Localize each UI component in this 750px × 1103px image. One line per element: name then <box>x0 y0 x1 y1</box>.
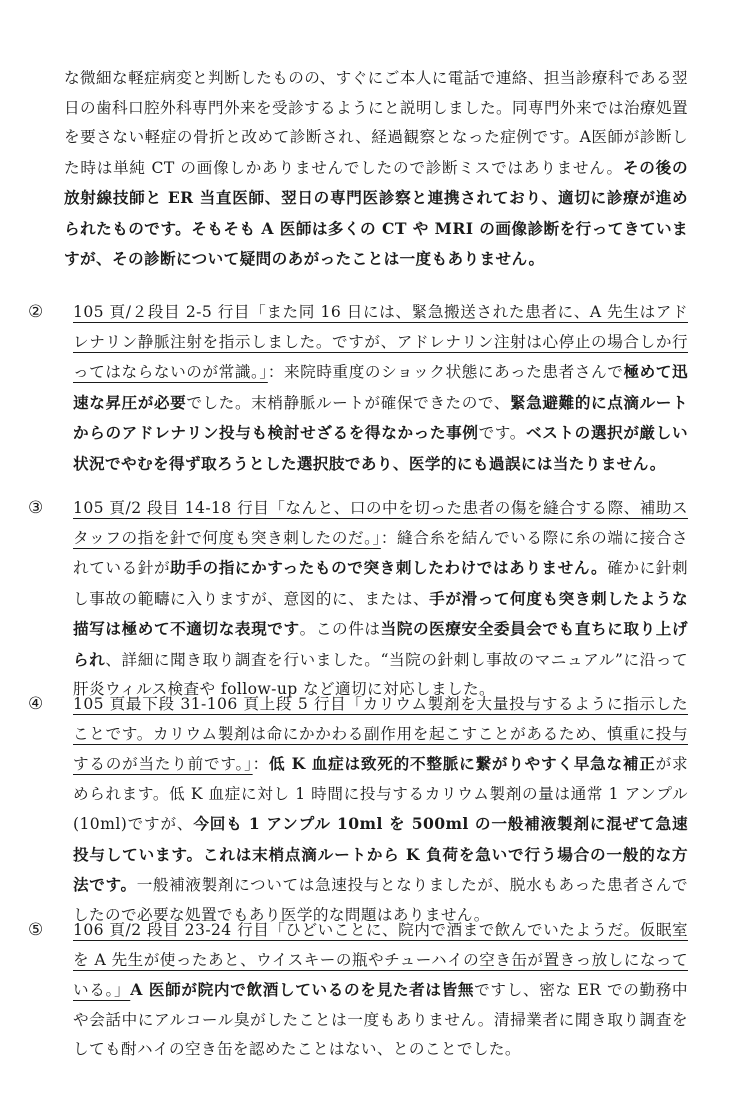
intro-text: な微細な軽症病変と判断したものの、すぐにご本人に電話で連絡、担当診療科である翌日の歯科口腔外科専門外来を受診するようにと説明しました。同専門外来では治療処置を要さない軽症の骨折と改めて診断され、経過観察となった症例です。A医師が診断した時は単純 CT の画像しかありませんでしたので診断ミスではありません。 <box>64 69 688 177</box>
item-number: ② <box>28 302 44 322</box>
quoted-passage: 106 頁/2 段目 23-24 行目「ひどいことに、院内で酒まで飲んでいたようだ。仮眠室を A 先生が使ったあと、ウイスキーの瓶やチューハイの空き缶が置きっ放しになっている。」 <box>73 921 688 999</box>
item-bold-text: ベストの選択が厳しい状況でやむを得ず取ろうとした選択肢であり、医学的にも過誤には当たりません。 <box>73 423 688 473</box>
item-number: ⑤ <box>28 920 44 940</box>
item-text: 確かに針刺し事故の範疇に入りますが、意図的に、または、 <box>73 559 688 608</box>
item-text: が求められます。低 K 血症に対し 1 時間に投与するカリウム製剤の量は通常 1 アンプル(10ml)ですが、 <box>73 755 688 833</box>
item-bold-text: A 医師が院内で飲酒しているのを見た者は皆無 <box>130 980 475 999</box>
quoted-passage: 105 頁/２段目 2-5 行目「また同 16 日には、緊急搬送された患者に、A 先生はアドレナリン静脈注射を指示しました。ですが、アドレナリン注射は心停止の場合しか行ってはならないのが常識。」 <box>73 303 688 381</box>
item-text: 一般補液製剤については急速投与となりましたが、脱水もあった患者さんでしたので必要な処置でもあり医学的な問題はありません。 <box>73 876 688 924</box>
item-bold-text: 極めて迅速な昇圧が必要 <box>73 362 688 412</box>
list-item-3 <box>28 494 688 705</box>
item-bold-text: 手が滑って何度も突き刺したような描写は極めて不適切な表現です <box>73 588 688 638</box>
item-bold-text: 緊急避難的に点滴ルートからのアドレナリン投与も検討せざるを得なかった事例 <box>73 392 688 442</box>
item-text: ：来院時重度のショック状態にあった患者さんで <box>267 363 624 381</box>
item-text: です。 <box>478 424 526 442</box>
item-body <box>73 298 688 479</box>
quoted-passage: 105 頁/2 段目 14-18 行目「なんと、口の中を切った患者の傷を縫合する際、補助スタッフの指を針で何度も突き刺したのだ。」 <box>73 499 688 547</box>
quoted-passage: 105 頁最下段 31-106 頁上段 5 行目「カリウム製剤を大量投与するように指示したことです。カリウム製剤は命にかかわる副作用を起こすことがあるため、慎重に投与するのが当たり前です。」 <box>73 695 688 773</box>
list-item-4 <box>28 690 688 930</box>
item-text: 、詳細に聞き取り調査を行いました。“当院の針刺し事故のマニュアル”に沿って肝炎ウィルス検査や follow-up など適切に対応しました。 <box>73 650 688 698</box>
item-number: ④ <box>28 694 44 714</box>
list-item-2 <box>28 298 688 479</box>
item-number: ③ <box>28 498 44 518</box>
item-bold-text: 今回も 1 アンプル 10ml を 500ml の一般補液製剤に混ぜて急速投与しています。これは末梢点滴ルートから K 負荷を急いで行う場合の一般的な方法です。 <box>73 814 688 894</box>
item-text: ：縫合糸を結んでいる際に糸の端に接合されている針が <box>73 528 688 577</box>
item-text: ですし、密な ER での勤務中や会話中にアルコール臭がしたことは一度もありません。清掃業者に聞き取り調査をしても酎ハイの空き缶を認めたことはない、とのことでした。 <box>73 981 688 1058</box>
item-body <box>73 494 688 705</box>
item-body <box>73 916 688 1065</box>
item-body <box>73 690 688 930</box>
intro-bold-text: その後の放射線技師と ER 当直医師、翌日の専門医診察と連携されており、適切に診療が進められたものです。そもそも A 医師は多くの CT や MRI の画像診断を行ってきていますが、その診断について疑問のあがったことは一度もありません。 <box>64 157 688 268</box>
item-bold-text: 低 K 血症は致死的不整脈に繋がりやすく早急な補正 <box>269 754 656 773</box>
item-text: ： <box>252 755 270 773</box>
item-bold-text: 当院の医療安全委員会でも直ちに取り上げられ <box>73 619 688 669</box>
item-bold-text: 助手の指にかすったもので突き刺したわけではありません。 <box>170 558 608 577</box>
list-item-5 <box>28 916 688 1065</box>
item-text: 。この件は <box>299 620 381 638</box>
intro-paragraph <box>64 64 688 275</box>
item-text: でした。末梢静脈ルートが確保できたので、 <box>186 393 511 412</box>
